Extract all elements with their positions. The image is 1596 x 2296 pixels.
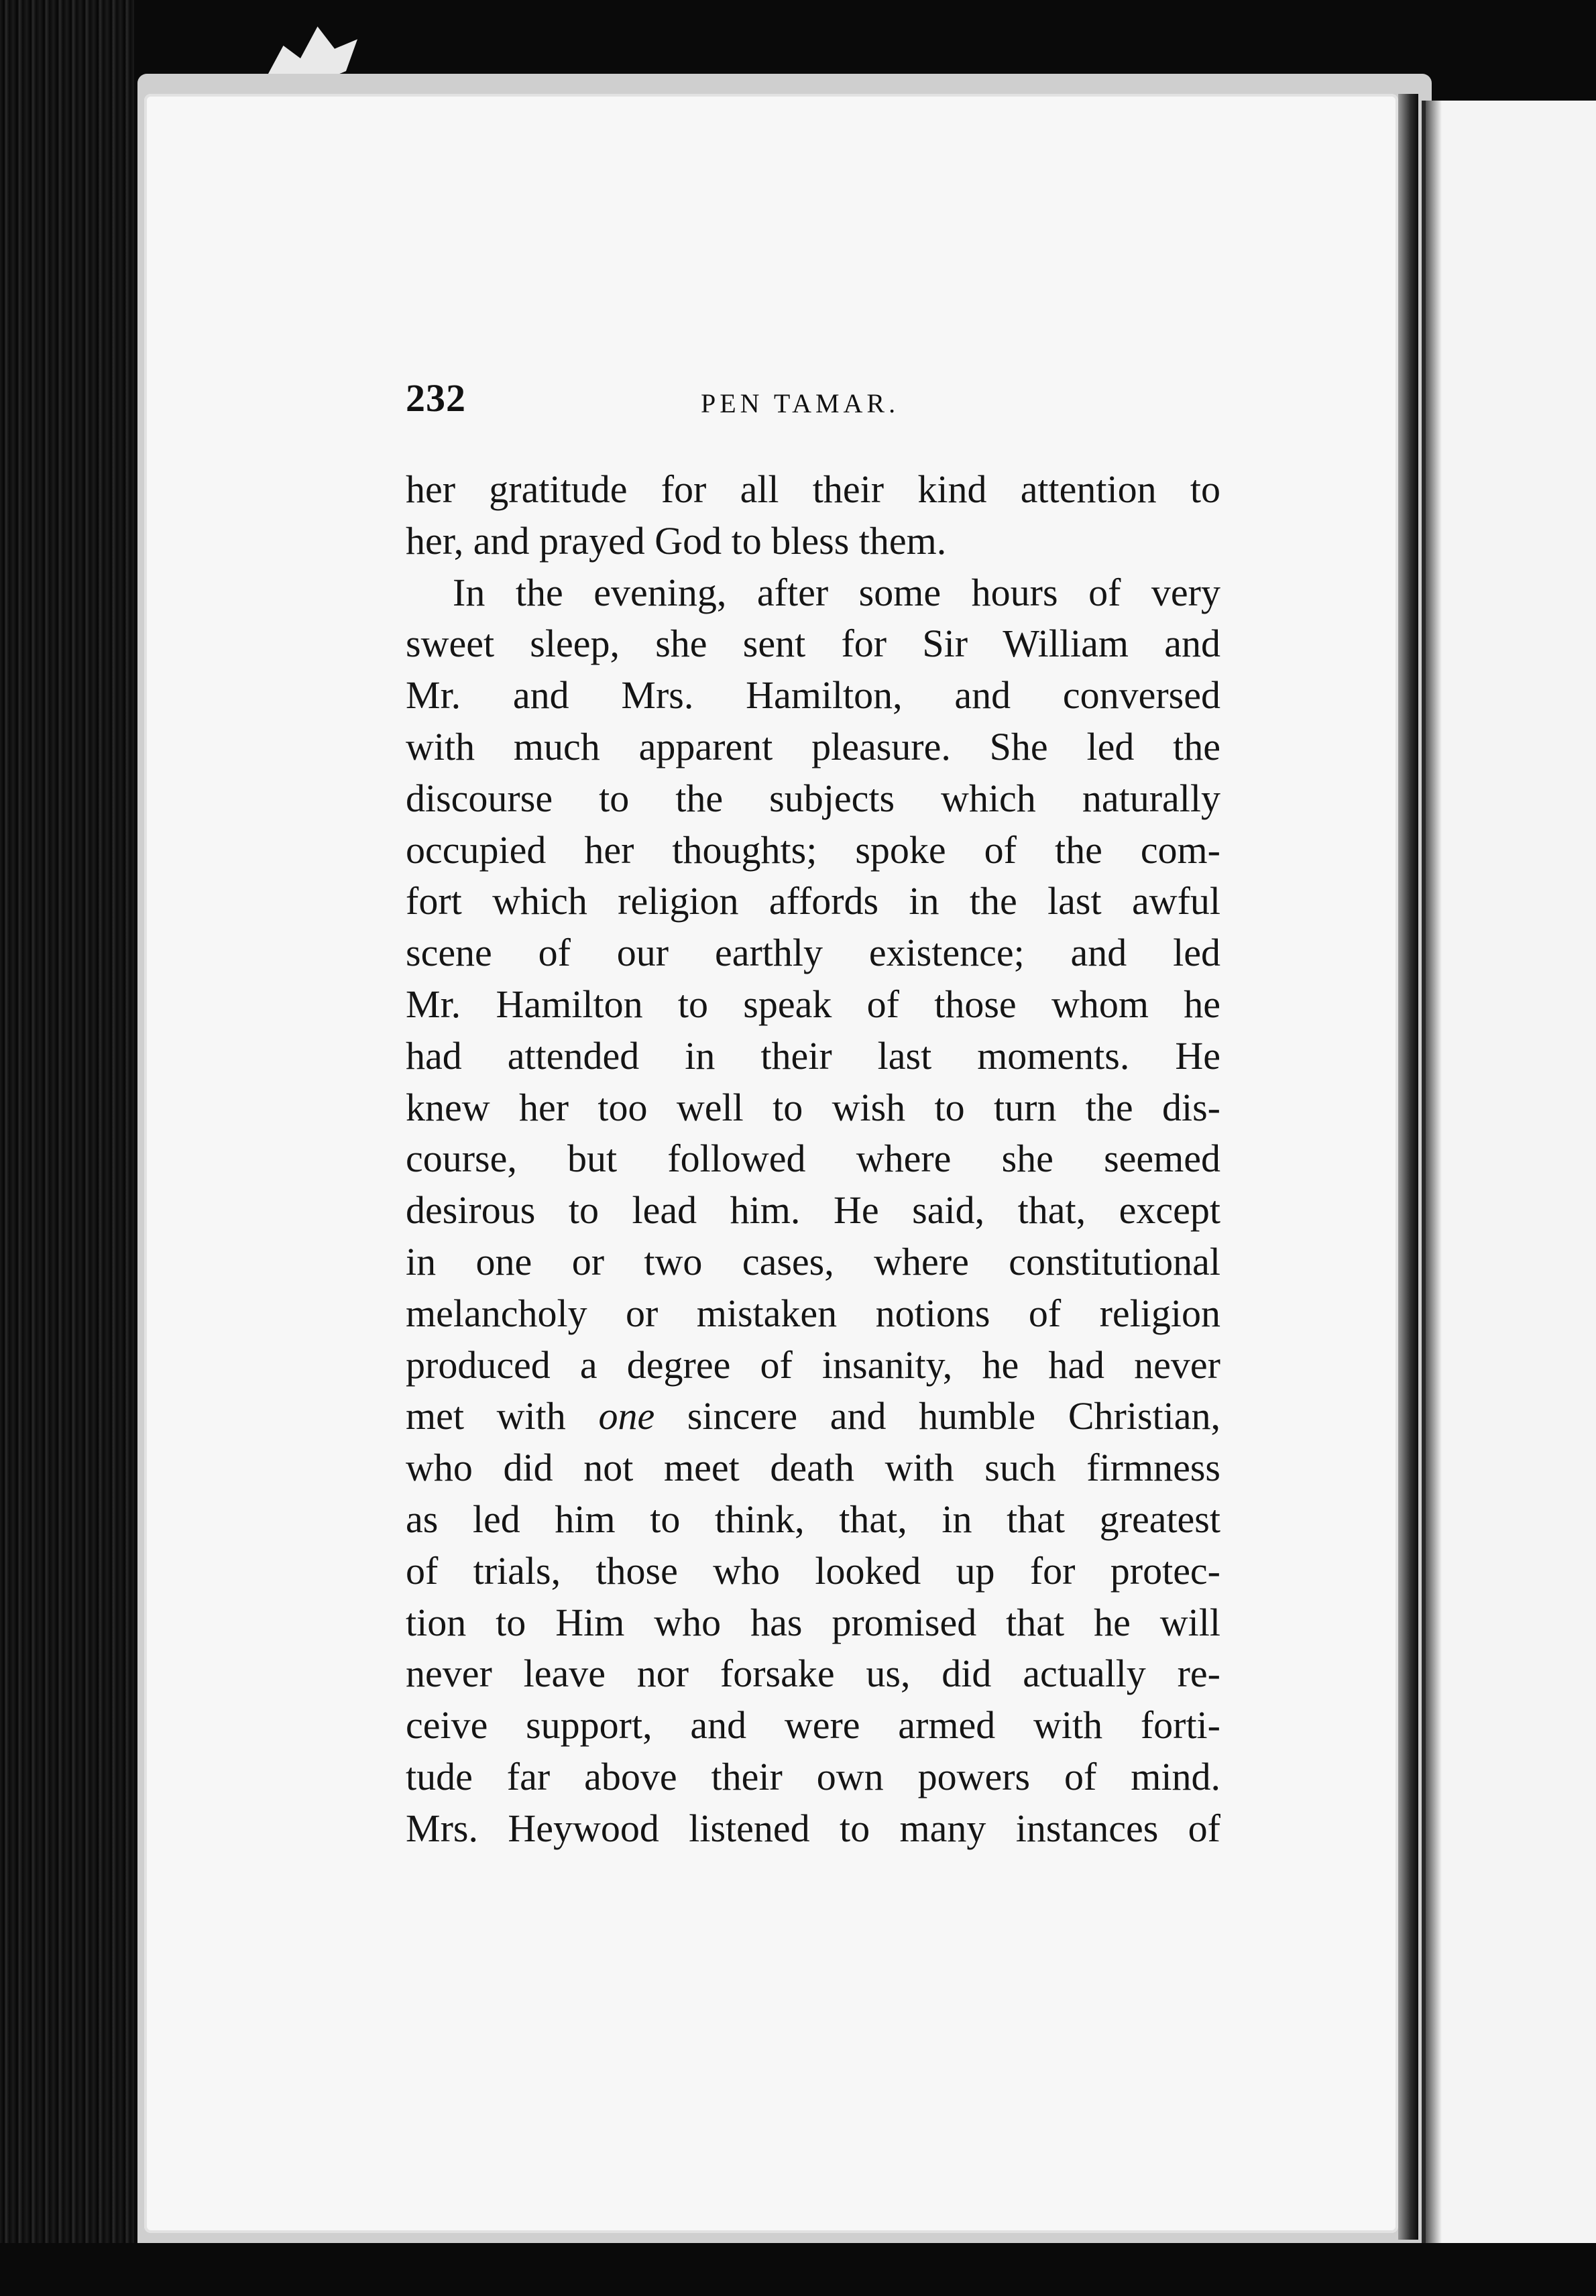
text-line: tion to Him who has promised that he will [406, 1600, 1220, 1644]
text-line: tude far above their own powers of mind. [406, 1754, 1220, 1798]
text-segment: sincere and humble Christian, [654, 1394, 1220, 1438]
italic-emphasis: one [598, 1394, 655, 1438]
book-binding-edge [0, 0, 134, 2296]
text-line: her gratitude for all their kind attention to [406, 467, 1220, 511]
text-line: course, but followed where she seemed [406, 1137, 1220, 1181]
adjacent-page-edge [1422, 101, 1596, 2246]
text-line: In the evening, after some hours of very [453, 570, 1220, 614]
text-line: sweet sleep, she sent for Sir William and [406, 622, 1220, 666]
text-line: as led him to think, that, in that greatest [406, 1497, 1220, 1541]
text-line: knew her too well to wish to turn the dis- [406, 1085, 1220, 1129]
text-line: Mr. and Mrs. Hamilton, and conversed [406, 673, 1220, 718]
body-text [406, 464, 1220, 1855]
page-number: 232 [406, 376, 466, 420]
text-line: Mrs. Heywood listened to many instances of [406, 1806, 1220, 1850]
text-line: scene of our earthly existence; and led [406, 931, 1220, 975]
scan-top-border [0, 0, 1596, 80]
running-title: PEN TAMAR. [701, 388, 900, 418]
text-line: desirous to lead him. He said, that, except [406, 1188, 1220, 1232]
text-line: occupied her thoughts; spoke of the com- [406, 827, 1220, 872]
text-line: melancholy or mistaken notions of religion [406, 1291, 1220, 1335]
text-line: ceive support, and were armed with forti- [406, 1703, 1220, 1747]
text-line: discourse to the subjects which naturally [406, 776, 1220, 820]
text-line: of trials, those who looked up for protec- [406, 1548, 1220, 1593]
text-line: with much apparent pleasure. She led the [406, 724, 1220, 768]
text-line: her, and prayed God to bless them. [406, 518, 947, 563]
page-gutter [1398, 94, 1418, 2240]
scan-bottom-border [0, 2243, 1596, 2296]
adjacent-page-shadow [1422, 101, 1442, 2246]
text-line: had attended in their last moments. He [406, 1033, 1220, 1078]
text-line: never leave nor forsake us, did actually re- [406, 1652, 1220, 1696]
text-line: Mr. Hamilton to speak of those whom he [406, 982, 1220, 1026]
text-line-with-italic [406, 1391, 1220, 1442]
text-line: produced a degree of insanity, he had never [406, 1342, 1220, 1387]
text-segment: met with [406, 1394, 599, 1438]
text-line: in one or two cases, where constitutional [406, 1239, 1220, 1283]
text-line: fort which religion affords in the last awful [406, 879, 1220, 923]
page-header [406, 376, 1220, 436]
text-line: who did not meet death with such firmness [406, 1446, 1220, 1490]
